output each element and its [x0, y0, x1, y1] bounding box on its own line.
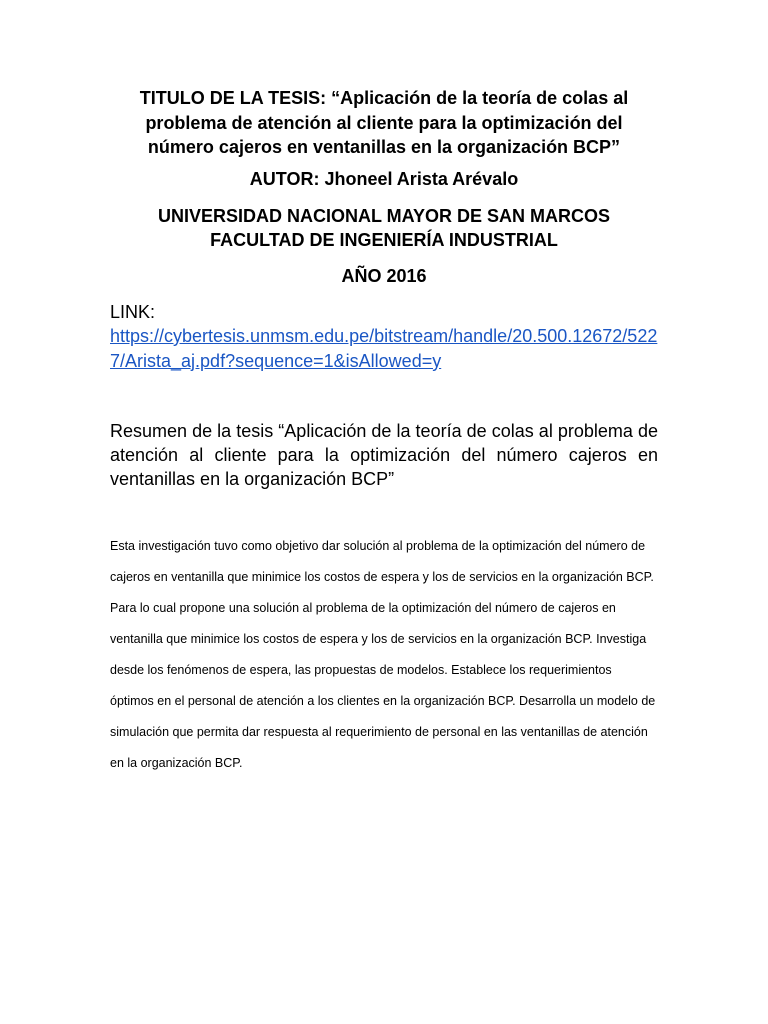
- abstract-paragraph: Esta investigación tuvo como objetivo dar solución al problema de la optimización del número de cajeros en ventanilla que minimice los costos de espera y los de servicios en la organización BCP. Para lo cual propone una solución al problema de la optimización del número de cajeros en ventanilla que minimice los costos de espera y los de servicios en la organización BCP. Investiga desde los fenómenos de espera, las propuestas de modelos. Establece los requerimientos óptimos en el personal de atención a los clientes en la organización BCP. Desarrolla un modelo de simulación que permita dar respuesta al requerimiento de personal en las ventanillas de atención en la organización BCP.: [110, 539, 656, 770]
- thesis-title-text: “Aplicación de la teoría de colas al problema de atención al cliente para la optimización del número cajeros en ventanillas en la organización BCP”: [145, 88, 629, 157]
- faculty-name: FACULTAD DE INGENIERÍA INDUSTRIAL: [210, 230, 558, 250]
- document-page: [110, 86, 658, 779]
- thesis-title-label: TITULO DE LA TESIS:: [139, 88, 327, 108]
- thesis-title: [110, 86, 658, 160]
- university-name: UNIVERSIDAD NACIONAL MAYOR DE SAN MARCOS: [157, 205, 611, 226]
- link-block: [110, 300, 658, 374]
- year-line: AÑO 2016: [341, 265, 427, 286]
- link-label: LINK:: [110, 301, 156, 322]
- institution-block: [110, 204, 658, 253]
- author-line: AUTOR: Jhoneel Arista Arévalo: [249, 168, 519, 189]
- summary-heading: Resumen de la tesis “Aplicación de la teoría de colas al problema de atención al cliente para la optimización del número cajeros en ventanillas en la organización BCP”: [110, 421, 658, 489]
- thesis-link[interactable]: https://cybertesis.unmsm.edu.pe/bitstream/handle/20.500.12672/5227/Arista_aj.pdf?sequence=1&isAllowed=y: [110, 326, 658, 371]
